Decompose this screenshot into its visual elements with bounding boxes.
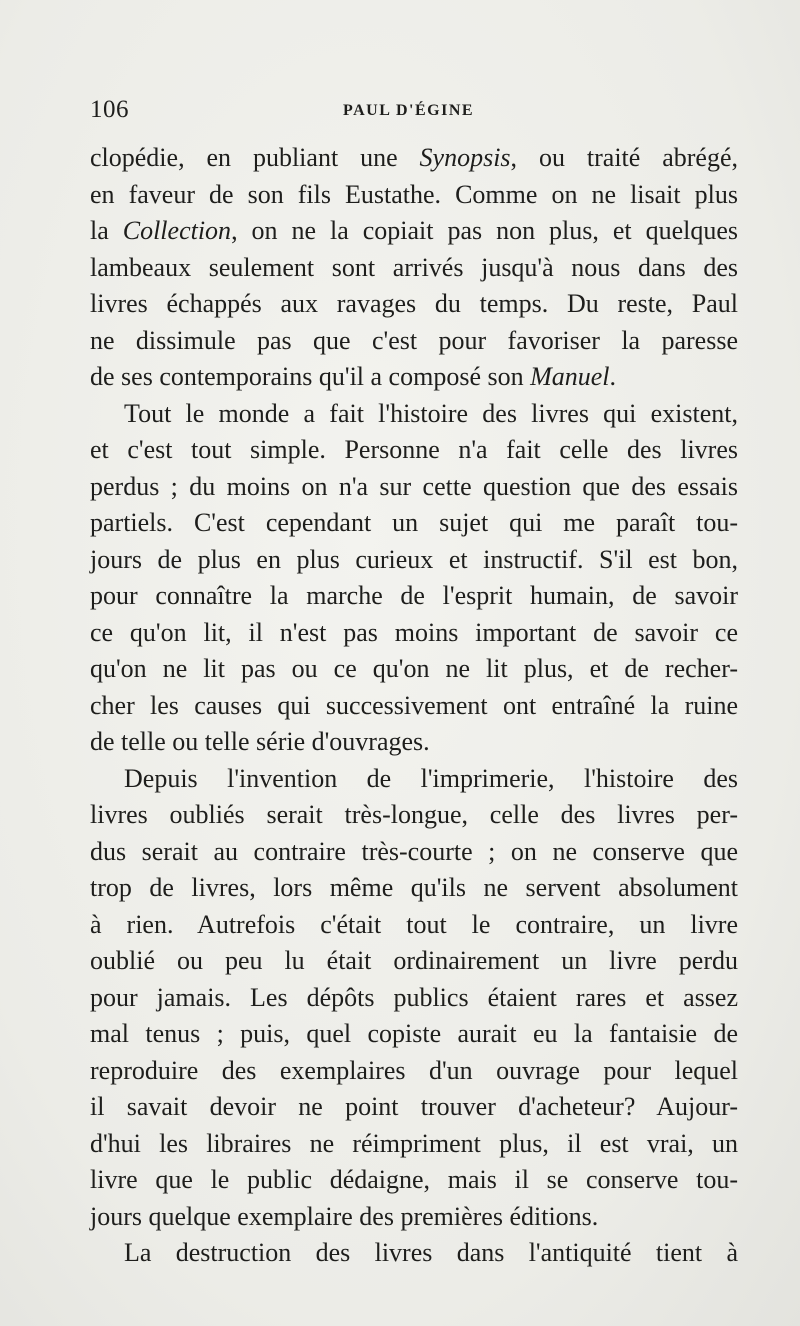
text-line: ce qu'on lit, il n'est pas moins important de savoir ce (90, 617, 738, 647)
text-line: de telle ou telle série d'ouvrages. (90, 727, 430, 756)
text-line: et c'est tout simple. Personne n'a fait celle des livres (90, 435, 738, 464)
text-line: à rien. Autrefois c'était tout le contraire, un livre (90, 909, 738, 939)
text-line: livres oubliés serait très-longue, celle des livres per- (90, 800, 738, 829)
text-line: jours de plus en plus curieux et instructif. S'il est bon, (90, 544, 738, 574)
text-line: cher les causes qui successivement ont entraîné la ruine (90, 690, 738, 720)
text-line: qu'on ne lit pas ou ce qu'on ne lit plus, et de recher- (90, 654, 738, 683)
text-line: pour connaître la marche de l'esprit humain, de savoir (90, 581, 738, 610)
text-line: d'hui les libraires ne réimpriment plus, il est vrai, un (90, 1128, 738, 1158)
text-line: Depuis l'invention de l'imprimerie, l'histoire des (124, 763, 738, 793)
text-line: livre que le public dédaigne, mais il se conserve tou- (90, 1165, 738, 1194)
text-line: de ses contemporains qu'il a composé son Manuel. (90, 362, 617, 391)
text-line: pour jamais. Les dépôts publics étaient rares et assez (90, 982, 738, 1012)
running-head (90, 96, 740, 130)
body-text (90, 140, 738, 1272)
text-line: il savait devoir ne point trouver d'acheteur? Aujour- (90, 1092, 738, 1121)
text-line: en faveur de son fils Eustathe. Comme on ne lisait plus (90, 179, 738, 209)
text-line: trop de livres, lors même qu'ils ne servent absolument (90, 873, 738, 902)
text-line: partiels. C'est cependant un sujet qui me paraît tou- (90, 508, 738, 537)
text-line: lambeaux seulement sont arrivés jusqu'à nous dans des (90, 252, 738, 282)
text-line: clopédie, en publiant une Synopsis, ou traité abrégé, (90, 143, 738, 172)
text-line: ne dissimule pas que c'est pour favoriser la paresse (90, 325, 738, 355)
page-number: 106 (90, 96, 129, 123)
text-line: mal tenus ; puis, quel copiste aurait eu la fantaisie de (90, 1019, 738, 1048)
text-line: La destruction des livres dans l'antiquité tient à (124, 1238, 738, 1267)
text-line: Tout le monde a fait l'histoire des livres qui existent, (124, 398, 738, 428)
text-line: la Collection, on ne la copiait pas non plus, et quelques (90, 216, 738, 245)
text-line: livres échappés aux ravages du temps. Du reste, Paul (90, 289, 738, 318)
text-line: oublié ou peu lu était ordinairement un livre perdu (90, 946, 738, 975)
running-title: PAUL D'ÉGINE (343, 102, 475, 119)
text-line: reproduire des exemplaires d'un ouvrage pour lequel (90, 1055, 738, 1085)
italic-title: Manuel (530, 362, 610, 391)
italic-title: Synopsis (419, 143, 511, 172)
text-line: perdus ; du moins on n'a sur cette question que des essais (90, 471, 738, 501)
text-line: dus serait au contraire très-courte ; on ne conserve que (90, 836, 738, 866)
italic-title: Collection (122, 216, 232, 245)
text-line: jours quelque exemplaire des premières éditions. (90, 1201, 599, 1231)
